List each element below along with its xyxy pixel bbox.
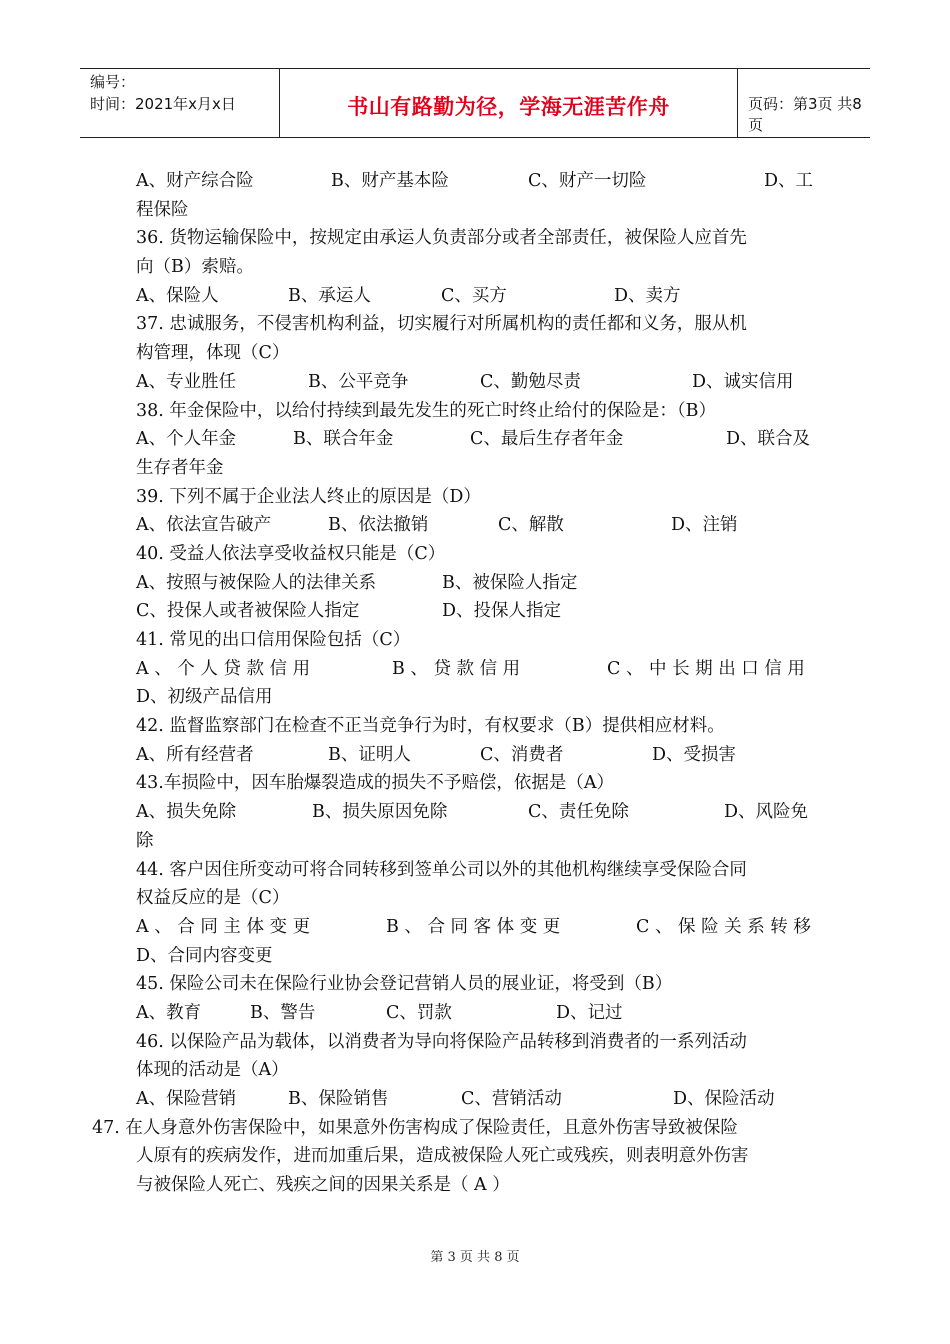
option-row <box>136 282 816 311</box>
question-text-line: 39. 下列不属于企业法人终止的原因是（D） <box>136 486 481 507</box>
answer-option: A、专业胜任 <box>136 371 237 392</box>
answer-option: B 、 合 同 客 体 变 更 <box>386 916 561 937</box>
option-row <box>136 597 816 626</box>
question-text-line: 38. 年金保险中，以给付持续到最先发生的死亡时终止给付的保险是：（B） <box>136 400 717 421</box>
answer-option: C、罚款 <box>386 1002 452 1023</box>
answer-option: B、公平竞争 <box>308 371 409 392</box>
answer-option: D、工 <box>764 171 814 191</box>
option-row <box>136 798 816 827</box>
answer-option: A 、 个 人 贷 款 信 用 <box>136 658 311 679</box>
header-page-cell <box>738 69 870 137</box>
header-motto-cell <box>280 69 738 137</box>
option-row <box>136 425 816 454</box>
question-text-line: 43.车损险中，因车胎爆裂造成的损失不予赔偿，依据是（A） <box>136 773 614 794</box>
answer-option: A、损失免除 <box>136 802 237 823</box>
question-text-line: 权益反应的是（C） <box>136 888 290 909</box>
motto-text: 书山有路勤为径，学海无涯苦作舟 <box>347 95 670 119</box>
answer-option: C、解散 <box>498 515 564 536</box>
option-row <box>136 167 816 196</box>
answer-option: B、保险销售 <box>288 1089 389 1109</box>
answer-option: B、依法撤销 <box>328 515 429 536</box>
page-number-label: 页码：第3页 共8页 <box>748 95 862 134</box>
answer-option: C 、 中 长 期 出 口 信 用 <box>607 658 805 679</box>
question-text-line: 向（B）索赔。 <box>136 257 254 278</box>
answer-option: D、保险活动 <box>673 1089 775 1109</box>
question-text-line: 程保险 <box>136 199 189 220</box>
answer-option: A、保险人 <box>136 285 219 306</box>
answer-option: D、诚实信用 <box>692 371 794 392</box>
question-text-line: 构管理，体现（C） <box>136 343 290 364</box>
answer-option: C、财产一切险 <box>528 171 647 191</box>
option-row <box>136 511 816 540</box>
number-label: 编号： <box>90 73 136 91</box>
question-text-line: 体现的活动是（A） <box>136 1060 289 1081</box>
answer-option: B、证明人 <box>328 744 411 765</box>
answer-option: A、保险营销 <box>136 1089 237 1109</box>
question-text-line: 除 <box>136 830 154 851</box>
option-row <box>136 569 816 598</box>
question-text-line: 人原有的疾病发作，进而加重后果，造成被保险人死亡或残疾，则表明意外伤害 <box>136 1146 749 1167</box>
answer-option: D、联合及 <box>726 429 811 450</box>
answer-option: C 、 保 险 关 系 转 移 <box>636 916 811 937</box>
option-row <box>136 655 816 684</box>
answer-option: D、注销 <box>671 515 738 536</box>
answer-option: B、警告 <box>250 1002 316 1023</box>
answer-option: A、个人年金 <box>136 429 237 450</box>
answer-option: D、投保人指定 <box>442 601 562 622</box>
answer-option: A、按照与被保险人的法律关系 <box>136 572 377 593</box>
answer-option: A、财产综合险 <box>136 171 254 191</box>
answer-option: C、最后生存者年金 <box>470 429 624 450</box>
answer-option: B、承运人 <box>288 285 371 306</box>
option-row <box>136 1085 816 1114</box>
question-text-line: 生存者年金 <box>136 457 224 478</box>
question-text-line: 45. 保险公司未在保险行业协会登记营销人员的展业证，将受到（B） <box>136 974 673 995</box>
answer-option: C、责任免除 <box>528 802 629 823</box>
question-text-line: 42. 监督监察部门在检查不正当竞争行为时，有权要求（B）提供相应材料。 <box>136 716 725 737</box>
question-text-line: 44. 客户因住所变动可将合同转移到签单公司以外的其他机构继续享受保险合同 <box>136 859 747 880</box>
answer-option: D、受损害 <box>652 744 737 765</box>
answer-option: C、买方 <box>441 285 507 306</box>
question-text-line: D、合同内容变更 <box>136 945 273 966</box>
answer-option: B、被保险人指定 <box>442 572 578 593</box>
date-label: 时间：2021年x月x日 <box>90 95 236 113</box>
answer-option: C、营销活动 <box>461 1089 562 1109</box>
answer-option: B、损失原因免除 <box>312 802 448 823</box>
option-row <box>136 913 816 942</box>
question-text-line: D、初级产品信用 <box>136 687 273 708</box>
answer-option: A、所有经营者 <box>136 744 254 765</box>
answer-option: A 、 合 同 主 体 变 更 <box>136 916 311 937</box>
page-footer: 第 3 页 共 8 页 <box>430 1250 520 1265</box>
answer-option: D、风险免 <box>724 802 809 823</box>
question-text-line: 41. 常见的出口信用保险包括（C） <box>136 630 411 650</box>
header-info-cell <box>80 69 280 137</box>
question-text-line: 40. 受益人依法享受收益权只能是（C） <box>136 543 446 564</box>
question-text-line: 与被保险人死亡、残疾之间的因果关系是（ A ） <box>136 1175 510 1196</box>
option-row <box>136 368 816 397</box>
answer-option: C、勤勉尽责 <box>480 371 581 392</box>
answer-option: D、记过 <box>556 1002 623 1023</box>
answer-option: C、消费者 <box>480 744 564 765</box>
answer-option: A、依法宣告破产 <box>136 515 272 536</box>
answer-option: B、财产基本险 <box>331 171 449 191</box>
page-header <box>80 68 870 138</box>
question-text-line: 46. 以保险产品为载体，以消费者为导向将保险产品转移到消费者的一系列活动 <box>136 1031 747 1052</box>
option-row <box>136 741 816 770</box>
answer-option: B、联合年金 <box>293 429 394 450</box>
question-body <box>92 167 816 1200</box>
question-text-line: 47. 在人身意外伤害保险中，如果意外伤害构成了保险责任，且意外伤害导致被保险 <box>92 1117 738 1138</box>
question-text-line: 37. 忠诚服务，不侵害机构利益，切实履行对所属机构的责任都和义务，服从机 <box>136 314 747 335</box>
answer-option: A、教育 <box>136 1002 202 1023</box>
answer-option: C、投保人或者被保险人指定 <box>136 601 360 622</box>
answer-option: B 、 贷 款 信 用 <box>392 658 521 679</box>
option-row <box>136 999 816 1028</box>
question-text-line: 36. 货物运输保险中，按规定由承运人负责部分或者全部责任，被保险人应首先 <box>136 228 747 249</box>
answer-option: D、卖方 <box>614 285 681 306</box>
